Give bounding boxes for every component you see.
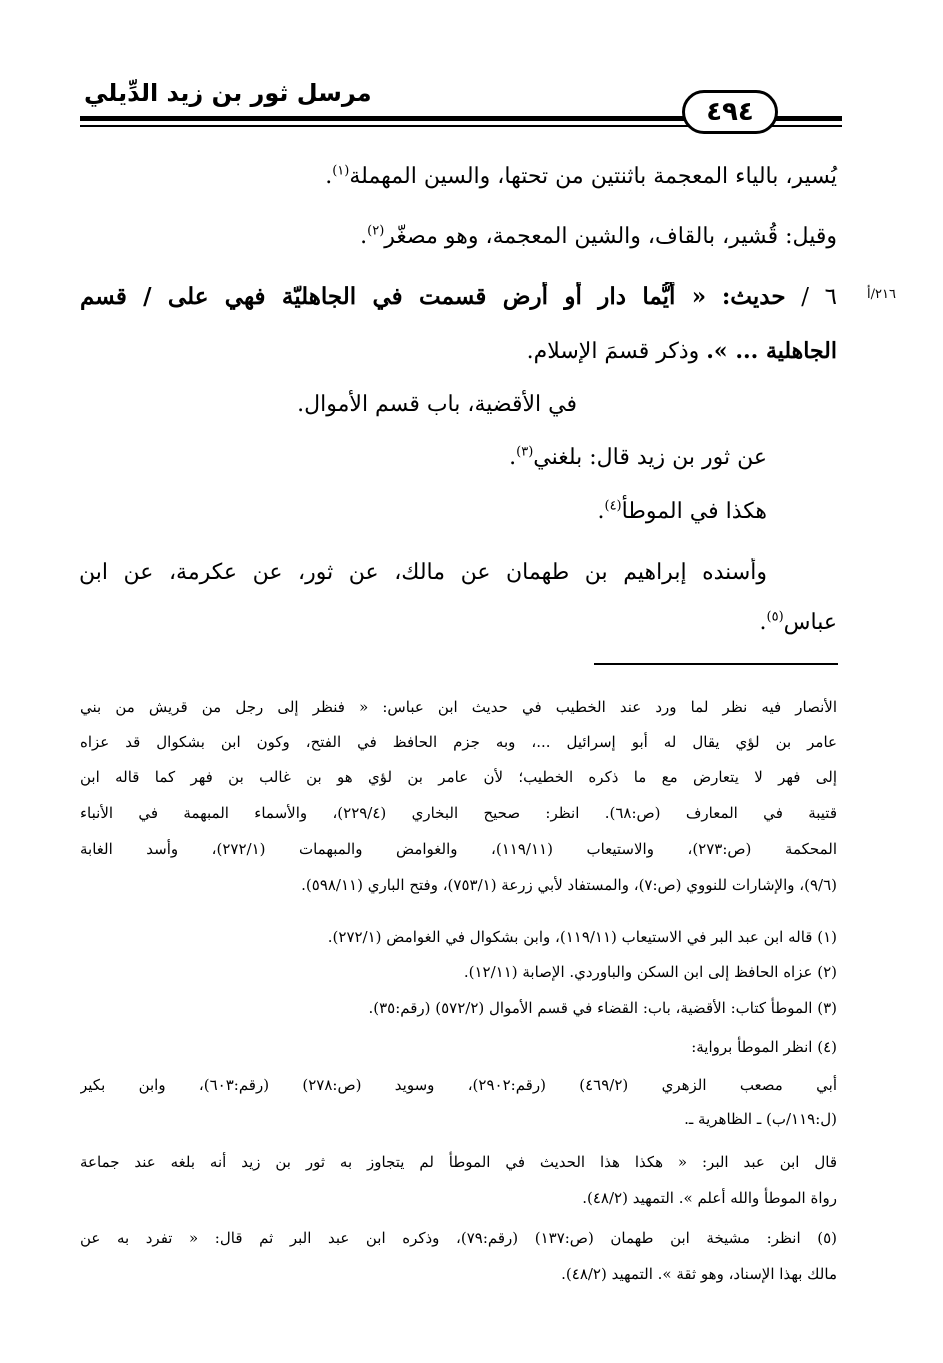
hadith-text-line-2: الجاهلية ... ». [706, 338, 837, 364]
hadith-line-2-rest: وذكر قسمَ الإسلام. [526, 339, 700, 364]
footnote-separator [594, 663, 838, 665]
hadith-line-1 [80, 282, 837, 314]
footnote-continuation-line: (٩/٦)، والإشارات للنووي (ص:٧)، والمستفاد لأبي زرعة (٧٥٣/١)، وفتح الباري (٥٩٨/١١). [301, 876, 837, 894]
footnote-4-line: (ل:١١٩/ب) ـ الظاهرية ـ. [684, 1110, 837, 1128]
running-title: مرسل ثور بن زيد الدِّيلي [84, 79, 372, 107]
footnote-ref-4[interactable]: (٤) [604, 498, 622, 514]
footnote-2: (٢) عزاه الحافظ إلى ابن السكن والباوردي. الإصابة (١٢/١١). [463, 963, 837, 981]
text-line-1-body: يُسير، بالياء المعجمة باثنتين من تحتها، والسين المهملة [349, 164, 837, 189]
text-line-2 [360, 222, 837, 252]
hadith-number: ٦ / [801, 284, 837, 310]
manuscript-folio-note: ٢١٦/أ [867, 287, 896, 302]
footnote-4-line: أبي مصعب الزهري (٤٦٩/٢) (رقم:٢٩٠٢)، وسويد (ص:٢٧٨) (رقم:٦٠٣)، وابن بكير [80, 1076, 837, 1094]
footnote-ref-5[interactable]: (٥) [766, 609, 784, 625]
hadith-line-2 [527, 336, 837, 367]
narrator-line [509, 443, 767, 473]
chapter-line: في الأقضية، باب قسم الأموال. [297, 392, 577, 417]
footnote-3: (٣) الموطأ كتاب: الأقضية، باب: القضاء في قسم الأموال (٥٧٢/٢) (رقم:٣٥). [368, 999, 837, 1017]
muwatta-line [597, 497, 767, 527]
muwatta-end: . [597, 499, 605, 524]
text-line-1-end: . [325, 164, 333, 189]
footnote-continuation-line: عامر بن لؤي يقال له أبو إسرائيل ...، وبه جزم الحافظ في الفتح، وكون ابن بشكوال قد عزاه [80, 733, 837, 751]
isnad-line-2 [760, 608, 837, 638]
isnad-line-1: وأسنده إبراهيم بن طهمان عن مالك، عن ثور، عن عكرمة، عن ابن [79, 560, 767, 585]
footnote-continuation-line: المحكمة (ص:٢٧٣)، والاستيعاب (١١٩/١١)، والغوامض والمبهمات (٢٧٢/١)، وأسد الغابة [80, 840, 837, 858]
footnote-ref-2[interactable]: (٢) [367, 223, 385, 239]
narrator-text: عن ثور بن زيد قال: بلغني [533, 445, 767, 470]
footnote-continuation-line: الأنصار فيه نظر لما ورد عند الخطيب في حديث ابن عباس: « فنظر إلى رجل من قريش من بني [80, 698, 837, 716]
footnote-ref-3[interactable]: (٣) [516, 444, 534, 460]
isnad-line-2-text: عباس [783, 610, 837, 635]
text-line-1 [325, 162, 837, 192]
footnote-5-line: مالك بهذا الإسناد، وهو ثقة ». التمهيد (٤٨/٢). [561, 1265, 837, 1283]
text-line-2-body: وقيل: قُشير، بالقاف، والشين المعجمة، وهو مصغّر [384, 224, 837, 249]
hadith-text-line-1: « أيُّما دار أو أرض قسمت في الجاهليّة فهي على / قسم [80, 283, 707, 310]
narrator-end: . [509, 445, 517, 470]
muwatta-text: هكذا في الموطأ [621, 499, 767, 524]
footnote-continuation-line: إلى فهر لا يتعارض مع ما ذكره الخطيب؛ لأن عامر بن لؤي هو بن غالب بن فهر كما قاله ابن [80, 768, 837, 786]
footnote-1: (١) قاله ابن عبد البر في الاستيعاب (١١٩/١١)، وابن بشكوال في الغوامض (٢٧٢/١). [327, 928, 837, 946]
hadith-label: حديث: [721, 283, 786, 310]
footnote-continuation-line: قتيبة في المعارف (ص:٦٨). انظر: صحيح البخاري (٢٢٩/٤)، والأسماء المبهمة في الأنباء [80, 804, 837, 822]
footnote-4-line: قال ابن عبد البر: « هكذا هذا الحديث في الموطأ لم يتجاوز به ثور بن زيد أنه بلغه عند جماعة [80, 1153, 837, 1171]
footnote-5: (٥) انظر: مشيخة ابن طهمان (ص:١٣٧) (رقم:٧٩)، وذكره ابن عبد البر ثم قال: « تفرد به عن [80, 1229, 837, 1247]
page-number: ٤٩٤ [682, 90, 778, 134]
footnote-4: (٤) انظر الموطأ برواية: [691, 1038, 837, 1056]
footnote-4-line: رواة الموطأ والله أعلم ». التمهيد (٤٨/٢). [582, 1189, 837, 1207]
footnote-ref-1[interactable]: (١) [332, 163, 350, 179]
text-line-2-end: . [360, 224, 368, 249]
isnad-line-2-end: . [759, 610, 767, 635]
